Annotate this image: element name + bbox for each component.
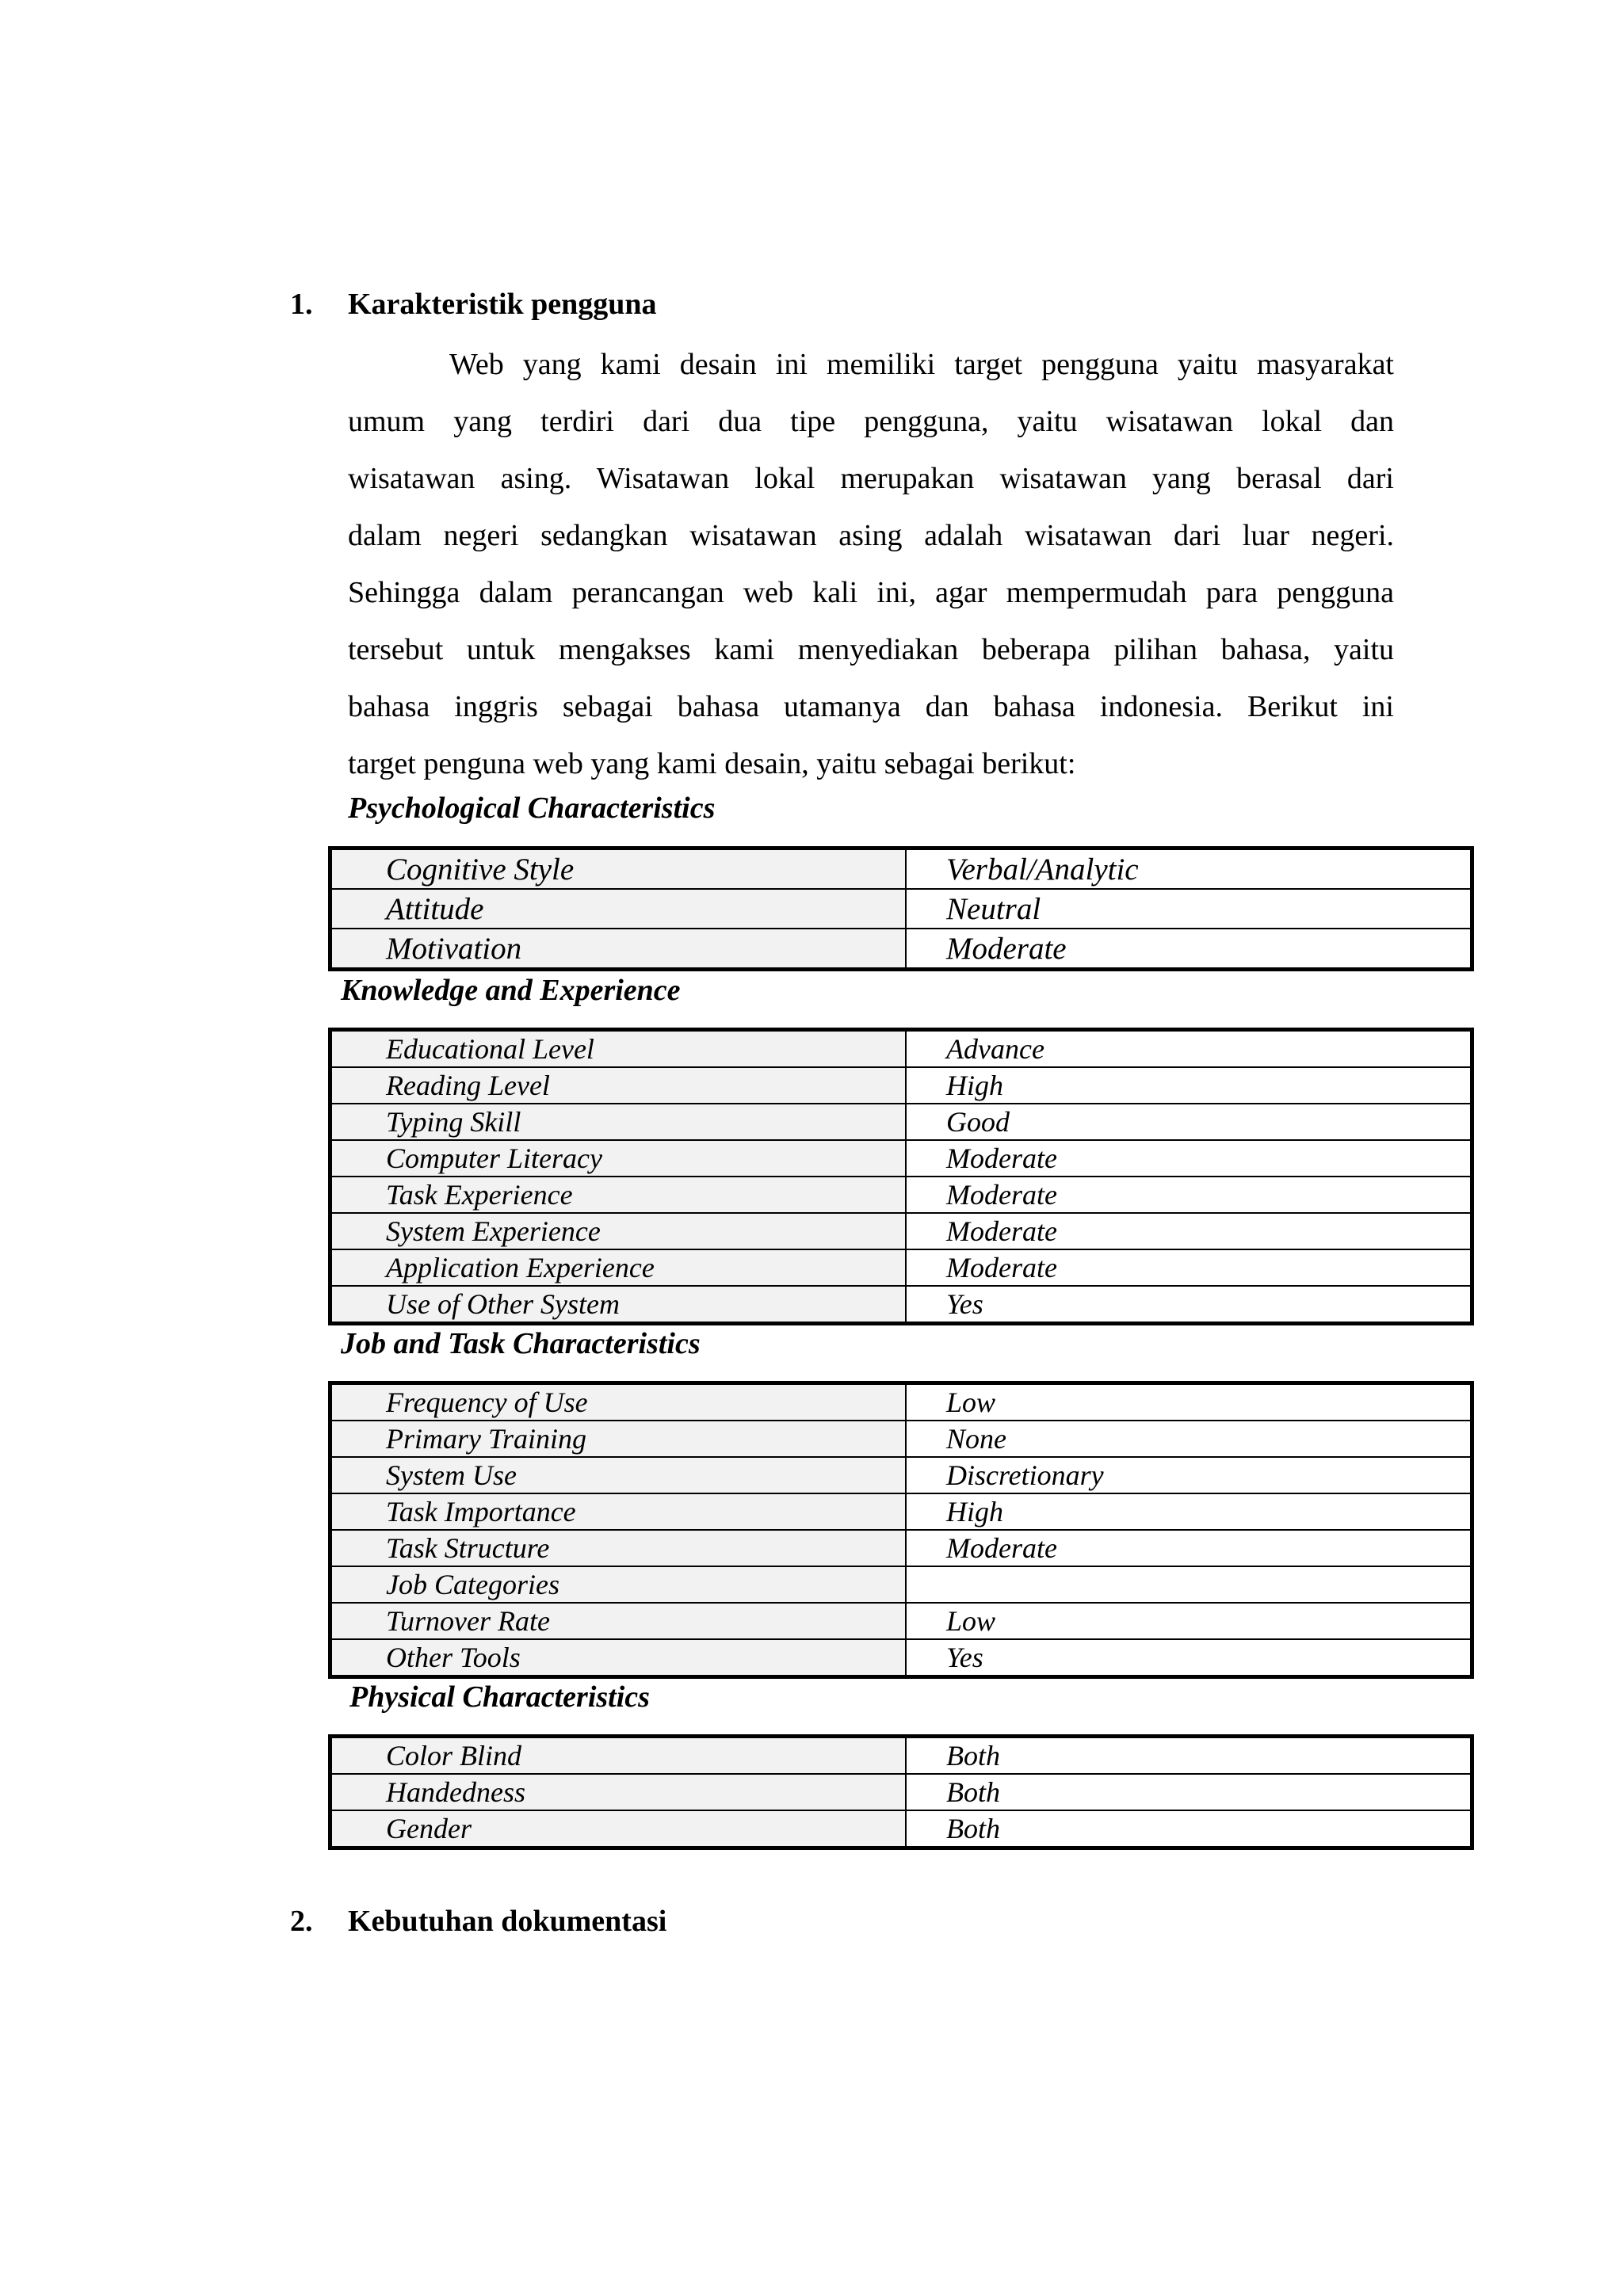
knowledge-heading: Knowledge and Experience [341, 974, 681, 1007]
section-2-title: Kebutuhan dokumentasi [348, 1905, 667, 1938]
row-key: System Experience [330, 1213, 907, 1249]
table-row [330, 889, 1472, 929]
section-1-heading [290, 287, 657, 322]
row-key: Color Blind [330, 1737, 907, 1775]
paragraph-line: wisatawan asing. Wisatawan lokal merupakan wisatawan yang berasal dari [348, 462, 1394, 495]
table-row [330, 1457, 1472, 1493]
row-value: Verbal/Analytic [906, 849, 1472, 890]
knowledge-table [328, 1028, 1474, 1325]
row-value: Moderate [906, 1177, 1472, 1213]
row-key: Job Categories [330, 1566, 907, 1603]
psychological-heading: Psychological Characteristics [348, 791, 716, 825]
table-row [330, 1030, 1472, 1068]
row-value: Moderate [906, 1530, 1472, 1566]
table-row [330, 1530, 1472, 1566]
row-value: Yes [906, 1286, 1472, 1324]
psychological-table [328, 846, 1474, 971]
table-row [330, 1383, 1472, 1421]
row-value: Neutral [906, 889, 1472, 929]
row-value: Moderate [906, 1213, 1472, 1249]
row-key: Reading Level [330, 1067, 907, 1104]
paragraph-line: umum yang terdiri dari dua tipe pengguna, yaitu wisatawan lokal dan [348, 405, 1394, 438]
paragraph-line: dalam negeri sedangkan wisatawan asing adalah wisatawan dari luar negeri. [348, 519, 1394, 552]
row-value: Moderate [906, 1140, 1472, 1177]
paragraph-line: Sehingga dalam perancangan web kali ini, agar mempermudah para pengguna [348, 576, 1394, 609]
table-row [330, 1140, 1472, 1177]
table-row [330, 1421, 1472, 1457]
table-row [330, 1639, 1472, 1677]
paragraph-line: target penguna web yang kami desain, yaitu sebagai berikut: [348, 747, 1076, 780]
row-key: Primary Training [330, 1421, 907, 1457]
row-key: System Use [330, 1457, 907, 1493]
paragraph-line: tersebut untuk mengakses kami menyediakan beberapa pilihan bahasa, yaitu [348, 633, 1394, 666]
row-key: Attitude [330, 889, 907, 929]
section-1-title: Karakteristik pengguna [348, 288, 657, 321]
row-value: High [906, 1067, 1472, 1104]
row-key: Educational Level [330, 1030, 907, 1068]
row-value: None [906, 1421, 1472, 1457]
row-key: Turnover Rate [330, 1603, 907, 1639]
row-key: Handedness [330, 1774, 907, 1810]
section-2-number: 2. [290, 1905, 313, 1938]
row-key: Gender [330, 1810, 907, 1848]
table-row [330, 1249, 1472, 1286]
row-value [906, 1566, 1472, 1603]
row-value: Both [906, 1810, 1472, 1848]
table-row [330, 1104, 1472, 1140]
row-key: Task Importance [330, 1493, 907, 1530]
table-row [330, 1810, 1472, 1848]
row-key: Task Structure [330, 1530, 907, 1566]
row-key: Cognitive Style [330, 849, 907, 890]
row-value: Discretionary [906, 1457, 1472, 1493]
table-row [330, 1067, 1472, 1104]
table-row [330, 1213, 1472, 1249]
row-key: Motivation [330, 929, 907, 970]
table-row [330, 1286, 1472, 1324]
table-row [330, 929, 1472, 970]
row-value: High [906, 1493, 1472, 1530]
row-key: Computer Literacy [330, 1140, 907, 1177]
paragraph-line: bahasa inggris sebagai bahasa utamanya dan bahasa indonesia. Berikut ini [348, 690, 1394, 723]
job-task-heading: Job and Task Characteristics [341, 1327, 701, 1360]
intro-paragraph [348, 336, 1394, 792]
row-value: Low [906, 1383, 1472, 1421]
row-key: Application Experience [330, 1249, 907, 1286]
row-value: Yes [906, 1639, 1472, 1677]
row-value: Both [906, 1737, 1472, 1775]
section-2-heading [290, 1904, 666, 1939]
table-row [330, 1737, 1472, 1775]
physical-heading: Physical Characteristics [349, 1680, 650, 1714]
paragraph-line: Web yang kami desain ini memiliki target pengguna yaitu masyarakat [449, 348, 1394, 381]
table-row [330, 1493, 1472, 1530]
table-row [330, 1774, 1472, 1810]
table-row [330, 849, 1472, 890]
row-key: Typing Skill [330, 1104, 907, 1140]
row-key: Task Experience [330, 1177, 907, 1213]
row-value: Moderate [906, 929, 1472, 970]
row-key: Frequency of Use [330, 1383, 907, 1421]
row-value: Low [906, 1603, 1472, 1639]
row-value: Good [906, 1104, 1472, 1140]
section-1-number: 1. [290, 288, 313, 321]
row-value: Both [906, 1774, 1472, 1810]
table-row [330, 1566, 1472, 1603]
job-task-table [328, 1381, 1474, 1679]
table-row [330, 1177, 1472, 1213]
row-value: Advance [906, 1030, 1472, 1068]
row-key: Use of Other System [330, 1286, 907, 1324]
table-row [330, 1603, 1472, 1639]
row-key: Other Tools [330, 1639, 907, 1677]
row-value: Moderate [906, 1249, 1472, 1286]
physical-table [328, 1734, 1474, 1850]
